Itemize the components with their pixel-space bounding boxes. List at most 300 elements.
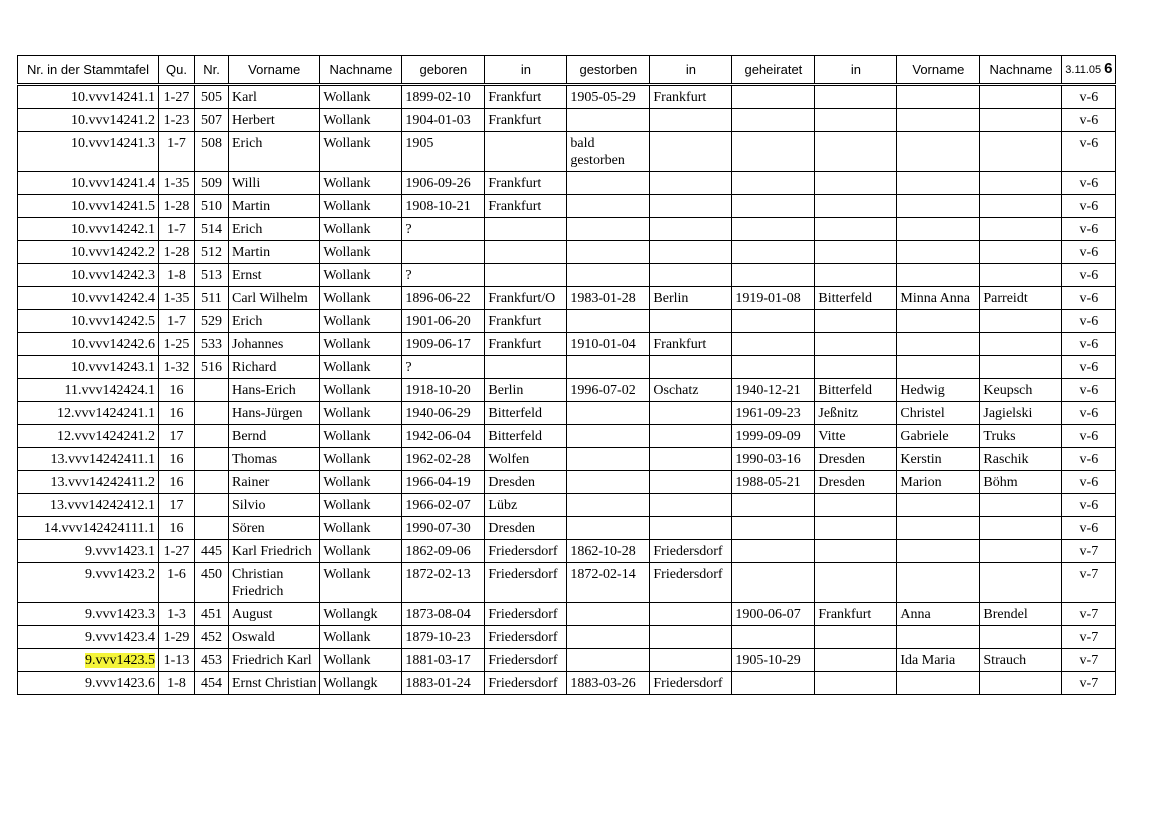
person-id: 9.vvv1423.4 — [85, 630, 155, 645]
spouse-first-name: Ida Maria — [900, 653, 956, 668]
marriage-place: Jeßnitz — [818, 406, 859, 421]
marriage-place-cell — [815, 517, 897, 540]
birth-date-cell — [402, 195, 485, 218]
table-row — [18, 563, 1116, 603]
death-place-cell — [650, 425, 732, 448]
source-ref-cell — [159, 402, 195, 425]
spouse-last-name-cell — [980, 425, 1062, 448]
first-name: Bernd — [232, 429, 267, 444]
death-place-cell — [650, 333, 732, 356]
sheet-ref: v-6 — [1079, 429, 1099, 444]
death-place-cell — [650, 218, 732, 241]
death-date-cell — [567, 218, 650, 241]
person-number: 512 — [201, 245, 222, 260]
spouse-first-name-cell — [897, 218, 980, 241]
sheet-ref: v-6 — [1079, 90, 1099, 105]
first-name-cell — [229, 264, 320, 287]
birth-place: Dresden — [488, 521, 536, 536]
spouse-last-name-cell — [980, 402, 1062, 425]
person-id: 9.vvv1423.1 — [85, 544, 155, 559]
death-place-cell — [650, 517, 732, 540]
death-date-cell — [567, 563, 650, 603]
person-id-cell — [18, 241, 159, 264]
death-date-cell — [567, 379, 650, 402]
person-id-cell — [18, 672, 159, 695]
last-name-cell — [320, 379, 402, 402]
person-id: 13.vvv14242411.2 — [50, 475, 155, 490]
person-number: 453 — [201, 653, 222, 668]
last-name-cell — [320, 109, 402, 132]
marriage-date-cell — [732, 109, 815, 132]
death-place-cell — [650, 626, 732, 649]
col-header-quelle: Qu. — [159, 56, 195, 85]
first-name-cell — [229, 195, 320, 218]
person-number-cell — [195, 603, 229, 626]
first-name: Friedrich Karl — [232, 653, 312, 668]
sheet-ref-cell — [1062, 264, 1116, 287]
spouse-first-name-cell — [897, 494, 980, 517]
death-place-cell — [650, 563, 732, 603]
sheet-ref: v-7 — [1079, 630, 1099, 645]
source-ref: 1-28 — [163, 199, 190, 214]
birth-place-cell — [485, 264, 567, 287]
last-name-cell — [320, 649, 402, 672]
birth-date-cell — [402, 672, 485, 695]
birth-place: Dresden — [488, 475, 536, 490]
last-name: Wollank — [323, 452, 371, 467]
source-ref: 1-28 — [163, 245, 190, 260]
spouse-last-name: Parreidt — [983, 291, 1028, 306]
sheet-ref-cell — [1062, 85, 1116, 109]
person-number-cell — [195, 109, 229, 132]
birth-place-cell — [485, 494, 567, 517]
sheet-ref: v-6 — [1079, 314, 1099, 329]
first-name: Carl Wilhelm — [232, 291, 308, 306]
person-id-cell — [18, 85, 159, 109]
person-id: 9.vvv1423.5 — [85, 653, 155, 668]
marriage-date-cell — [732, 241, 815, 264]
last-name: Wollank — [323, 314, 371, 329]
last-name-cell — [320, 603, 402, 626]
last-name: Wollangk — [323, 676, 378, 691]
spouse-last-name-cell — [980, 448, 1062, 471]
spouse-last-name-cell — [980, 672, 1062, 695]
table-row — [18, 425, 1116, 448]
birth-date: 1905 — [405, 136, 434, 151]
first-name: Erich — [232, 136, 263, 151]
spouse-first-name-cell — [897, 109, 980, 132]
source-ref: 1-29 — [163, 630, 190, 645]
death-date: bald gestorben — [570, 136, 625, 168]
spouse-first-name-cell — [897, 132, 980, 172]
person-number-cell — [195, 195, 229, 218]
last-name: Wollank — [323, 268, 371, 283]
spouse-last-name: Böhm — [983, 475, 1018, 490]
spouse-first-name: Christel — [900, 406, 945, 421]
birth-date-cell — [402, 85, 485, 109]
death-date: 1883-03-26 — [570, 676, 636, 691]
death-date: 1996-07-02 — [570, 383, 636, 398]
death-date-cell — [567, 425, 650, 448]
marriage-place-cell — [815, 195, 897, 218]
birth-date: 1909-06-17 — [405, 337, 471, 352]
source-ref-cell — [159, 672, 195, 695]
first-name-cell — [229, 109, 320, 132]
source-ref-cell — [159, 540, 195, 563]
spouse-last-name-cell — [980, 172, 1062, 195]
person-id-cell — [18, 287, 159, 310]
birth-place: Berlin — [488, 383, 524, 398]
first-name-cell — [229, 172, 320, 195]
table-row — [18, 241, 1116, 264]
death-place: Friedersdorf — [653, 544, 723, 559]
sheet-ref: v-6 — [1079, 360, 1099, 375]
death-date-cell — [567, 172, 650, 195]
spouse-first-name-cell — [897, 264, 980, 287]
last-name-cell — [320, 195, 402, 218]
birth-date-cell — [402, 379, 485, 402]
birth-place-cell — [485, 471, 567, 494]
spouse-last-name-cell — [980, 540, 1062, 563]
person-id: 12.vvv1424241.2 — [57, 429, 155, 444]
marriage-date-cell — [732, 563, 815, 603]
marriage-date: 1961-09-23 — [735, 406, 801, 421]
marriage-date: 1940-12-21 — [735, 383, 801, 398]
death-date: 1905-05-29 — [570, 90, 636, 105]
marriage-date-cell — [732, 195, 815, 218]
source-ref: 1-35 — [163, 176, 190, 191]
birth-place-cell — [485, 603, 567, 626]
first-name: Sören — [232, 521, 265, 536]
col-header-date-page — [1062, 56, 1116, 85]
marriage-place-cell — [815, 379, 897, 402]
sheet-ref-cell — [1062, 626, 1116, 649]
death-date-cell — [567, 603, 650, 626]
person-id-cell — [18, 517, 159, 540]
person-number: 451 — [201, 607, 222, 622]
sheet-ref: v-6 — [1079, 383, 1099, 398]
birth-place: Frankfurt — [488, 176, 542, 191]
source-ref-cell — [159, 264, 195, 287]
person-id: 10.vvv14242.3 — [71, 268, 155, 283]
first-name: Herbert — [232, 113, 275, 128]
person-id: 9.vvv1423.6 — [85, 676, 155, 691]
death-place-cell — [650, 172, 732, 195]
person-id: 10.vvv14242.5 — [71, 314, 155, 329]
birth-date-cell — [402, 172, 485, 195]
death-date-cell — [567, 109, 650, 132]
death-date-cell — [567, 264, 650, 287]
person-id-cell — [18, 471, 159, 494]
table-row — [18, 517, 1116, 540]
last-name-cell — [320, 672, 402, 695]
person-number-cell — [195, 333, 229, 356]
person-number: 529 — [201, 314, 222, 329]
table-row — [18, 402, 1116, 425]
last-name: Wollank — [323, 90, 371, 105]
person-number: 511 — [201, 291, 222, 306]
source-ref: 1-23 — [163, 113, 190, 128]
person-number-cell — [195, 218, 229, 241]
last-name-cell — [320, 241, 402, 264]
spouse-first-name-cell — [897, 448, 980, 471]
last-name: Wollank — [323, 630, 371, 645]
sheet-ref: v-6 — [1079, 268, 1099, 283]
death-date-cell — [567, 333, 650, 356]
person-number-cell — [195, 563, 229, 603]
person-id-cell — [18, 603, 159, 626]
source-ref: 1-6 — [167, 567, 186, 582]
person-number-cell — [195, 649, 229, 672]
last-name: Wollank — [323, 245, 371, 260]
birth-date: 1906-09-26 — [405, 176, 471, 191]
person-id-cell — [18, 448, 159, 471]
person-id-cell — [18, 356, 159, 379]
marriage-date-cell — [732, 448, 815, 471]
source-ref-cell — [159, 356, 195, 379]
source-ref-cell — [159, 333, 195, 356]
person-id: 10.vvv14241.4 — [71, 176, 155, 191]
spouse-last-name-cell — [980, 241, 1062, 264]
birth-place: Friedersdorf — [488, 567, 558, 582]
birth-date: 1862-09-06 — [405, 544, 471, 559]
death-place: Frankfurt — [653, 90, 707, 105]
table-row — [18, 287, 1116, 310]
source-ref-cell — [159, 494, 195, 517]
birth-date: 1881-03-17 — [405, 653, 471, 668]
person-number-cell — [195, 241, 229, 264]
person-number: 454 — [201, 676, 222, 691]
death-place: Oschatz — [653, 383, 699, 398]
table-row — [18, 672, 1116, 695]
spouse-last-name-cell — [980, 195, 1062, 218]
marriage-place: Bitterfeld — [818, 291, 873, 306]
birth-date-cell — [402, 425, 485, 448]
last-name: Wollank — [323, 360, 371, 375]
death-place-cell — [650, 672, 732, 695]
death-place-cell — [650, 494, 732, 517]
person-number-cell — [195, 172, 229, 195]
table-row — [18, 471, 1116, 494]
person-id: 13.vvv14242411.1 — [50, 452, 155, 467]
table-row — [18, 85, 1116, 109]
sheet-ref-cell — [1062, 379, 1116, 402]
person-id-cell — [18, 132, 159, 172]
birth-place: Bitterfeld — [488, 406, 543, 421]
person-id: 12.vvv1424241.1 — [57, 406, 155, 421]
spouse-last-name-cell — [980, 494, 1062, 517]
person-id: 13.vvv14242412.1 — [50, 498, 155, 513]
table-row — [18, 109, 1116, 132]
source-ref: 16 — [169, 521, 184, 536]
last-name: Wollank — [323, 475, 371, 490]
table-row — [18, 195, 1116, 218]
table-row — [18, 264, 1116, 287]
birth-place-cell — [485, 563, 567, 603]
person-number: 516 — [201, 360, 222, 375]
spouse-last-name-cell — [980, 333, 1062, 356]
table-row — [18, 218, 1116, 241]
person-number: 445 — [201, 544, 222, 559]
last-name: Wollank — [323, 383, 371, 398]
death-place-cell — [650, 649, 732, 672]
person-number: 514 — [201, 222, 222, 237]
marriage-place-cell — [815, 563, 897, 603]
person-id-cell — [18, 379, 159, 402]
source-ref-cell — [159, 626, 195, 649]
spouse-last-name-cell — [980, 356, 1062, 379]
birth-place-cell — [485, 672, 567, 695]
marriage-date-cell — [732, 517, 815, 540]
person-id-cell — [18, 195, 159, 218]
first-name-cell — [229, 471, 320, 494]
marriage-date-cell — [732, 626, 815, 649]
last-name: Wollank — [323, 337, 371, 352]
source-ref: 1-7 — [167, 222, 186, 237]
sheet-ref-cell — [1062, 517, 1116, 540]
table-row — [18, 603, 1116, 626]
source-ref: 1-25 — [163, 337, 190, 352]
birth-date: 1990-07-30 — [405, 521, 471, 536]
first-name: Martin — [232, 199, 271, 214]
sheet-ref-cell — [1062, 649, 1116, 672]
source-ref: 17 — [169, 498, 184, 513]
birth-place-cell — [485, 626, 567, 649]
marriage-place-cell — [815, 540, 897, 563]
birth-place: Lübz — [488, 498, 518, 513]
death-place-cell — [650, 471, 732, 494]
person-number-cell — [195, 494, 229, 517]
person-id: 10.vvv14241.3 — [71, 136, 155, 151]
birth-date-cell — [402, 402, 485, 425]
person-number: 513 — [201, 268, 222, 283]
birth-place-cell — [485, 85, 567, 109]
last-name: Wollank — [323, 653, 371, 668]
death-place: Berlin — [653, 291, 689, 306]
person-id-cell — [18, 649, 159, 672]
first-name: Christian Friedrich — [232, 567, 284, 599]
sheet-ref-cell — [1062, 132, 1116, 172]
source-ref: 1-13 — [163, 653, 190, 668]
person-id-cell — [18, 333, 159, 356]
source-ref: 1-32 — [163, 360, 190, 375]
source-ref: 17 — [169, 429, 184, 444]
col-header-gestorben: gestorben — [567, 56, 650, 85]
col-header-partner-vorname: Vorname — [897, 56, 980, 85]
death-date-cell — [567, 494, 650, 517]
spouse-last-name: Strauch — [983, 653, 1027, 668]
death-place-cell — [650, 540, 732, 563]
last-name-cell — [320, 356, 402, 379]
source-ref-cell — [159, 471, 195, 494]
page-number: 6 — [1104, 60, 1113, 77]
person-id: 10.vvv14241.5 — [71, 199, 155, 214]
first-name-cell — [229, 626, 320, 649]
death-date-cell — [567, 626, 650, 649]
birth-place: Wolfen — [488, 452, 530, 467]
source-ref-cell — [159, 649, 195, 672]
source-ref-cell — [159, 425, 195, 448]
sheet-ref: v-6 — [1079, 199, 1099, 214]
birth-place: Friedersdorf — [488, 607, 558, 622]
spouse-last-name-cell — [980, 626, 1062, 649]
death-place-cell — [650, 85, 732, 109]
first-name: Silvio — [232, 498, 266, 513]
death-date-cell — [567, 195, 650, 218]
sheet-ref: v-7 — [1079, 607, 1099, 622]
marriage-date-cell — [732, 287, 815, 310]
table-row — [18, 494, 1116, 517]
sheet-ref: v-6 — [1079, 291, 1099, 306]
death-date-cell — [567, 672, 650, 695]
col-header-stammtafel-nr: Nr. in der Stammtafel — [18, 56, 159, 85]
sheet-ref-cell — [1062, 333, 1116, 356]
spouse-last-name-cell — [980, 264, 1062, 287]
death-place-cell — [650, 195, 732, 218]
last-name: Wollank — [323, 176, 371, 191]
death-date: 1862-10-28 — [570, 544, 636, 559]
birth-place-cell — [485, 218, 567, 241]
birth-place: Frankfurt — [488, 113, 542, 128]
spouse-first-name-cell — [897, 626, 980, 649]
spouse-first-name-cell — [897, 195, 980, 218]
table-row — [18, 172, 1116, 195]
marriage-place-cell — [815, 241, 897, 264]
birth-place-cell — [485, 448, 567, 471]
marriage-place-cell — [815, 672, 897, 695]
first-name-cell — [229, 672, 320, 695]
person-number-cell — [195, 425, 229, 448]
birth-place-cell — [485, 402, 567, 425]
sheet-ref: v-6 — [1079, 113, 1099, 128]
birth-date: 1966-04-19 — [405, 475, 471, 490]
birth-place: Frankfurt — [488, 90, 542, 105]
person-id-cell — [18, 494, 159, 517]
spouse-first-name-cell — [897, 333, 980, 356]
spouse-first-name-cell — [897, 85, 980, 109]
person-id-cell — [18, 563, 159, 603]
birth-date-cell — [402, 540, 485, 563]
birth-place-cell — [485, 172, 567, 195]
death-date: 1983-01-28 — [570, 291, 636, 306]
marriage-place-cell — [815, 85, 897, 109]
marriage-date: 1905-10-29 — [735, 653, 801, 668]
birth-date-cell — [402, 132, 485, 172]
person-number: 510 — [201, 199, 222, 214]
birth-date-cell — [402, 626, 485, 649]
person-id-cell — [18, 109, 159, 132]
last-name: Wollank — [323, 521, 371, 536]
spouse-first-name-cell — [897, 563, 980, 603]
marriage-date-cell — [732, 379, 815, 402]
sheet-ref-cell — [1062, 471, 1116, 494]
marriage-date-cell — [732, 356, 815, 379]
spouse-last-name-cell — [980, 471, 1062, 494]
first-name: August — [232, 607, 273, 622]
spouse-first-name: Anna — [900, 607, 931, 622]
spouse-last-name: Keupsch — [983, 383, 1033, 398]
death-date-cell — [567, 85, 650, 109]
marriage-date-cell — [732, 85, 815, 109]
spouse-first-name-cell — [897, 471, 980, 494]
first-name-cell — [229, 310, 320, 333]
marriage-place: Vitte — [818, 429, 846, 444]
first-name: Willi — [232, 176, 261, 191]
birth-place-cell — [485, 310, 567, 333]
marriage-place-cell — [815, 356, 897, 379]
person-id-cell — [18, 626, 159, 649]
birth-date: 1883-01-24 — [405, 676, 471, 691]
